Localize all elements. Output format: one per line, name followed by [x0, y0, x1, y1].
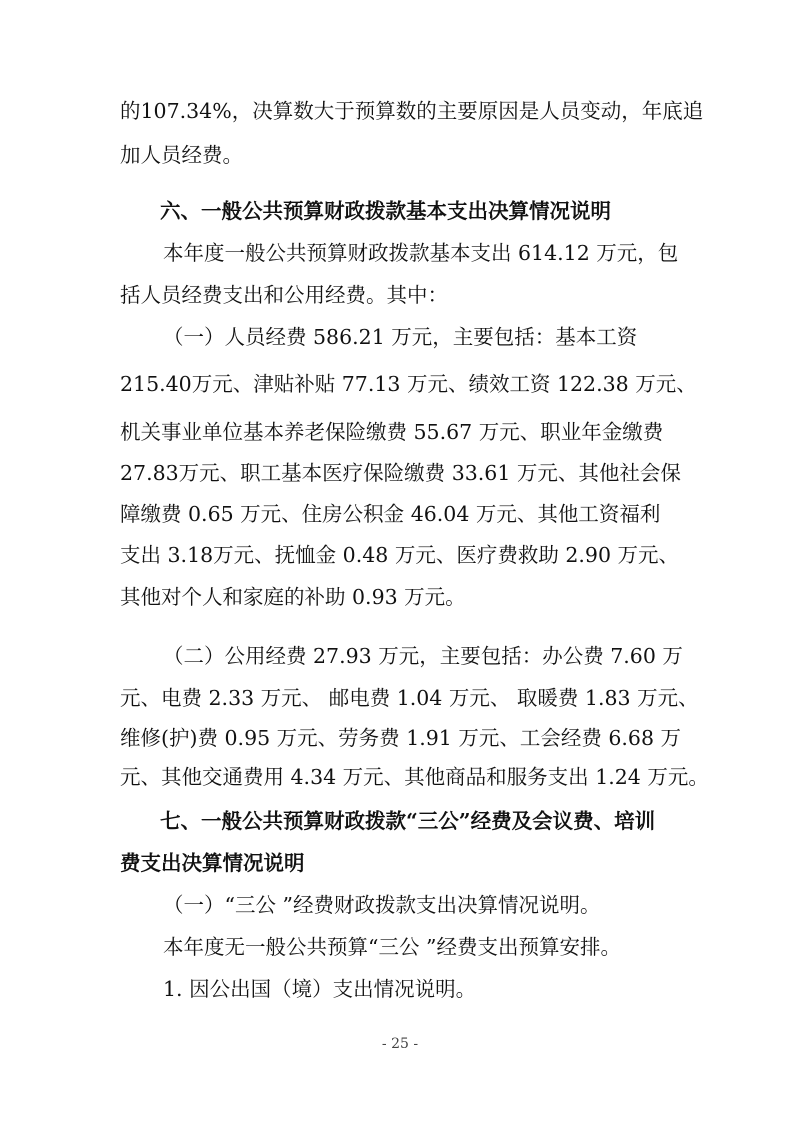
- subsection-heading-three-public: （一）“三公 ”经费财政拨款支出决算情况说明。: [163, 893, 601, 917]
- text-line-6: 机关事业单位基本养老保险缴费 55.67 万元、职业年金缴费: [120, 420, 664, 444]
- text-line-15: 1. 因公出国（境）支出情况说明。: [163, 977, 477, 1001]
- section-heading-7-cont: 费支出决算情况说明: [120, 851, 305, 875]
- text-line-8: 障缴费 0.65 万元、住房公积金 46.04 万元、其他工资福利: [120, 502, 661, 526]
- page-number: - 25 -: [381, 1036, 419, 1052]
- section-heading-6: 六、一般公共预算财政拨款基本支出决算情况说明: [160, 199, 611, 223]
- text-line-5: 215.40万元、津贴补贴 77.13 万元、绩效工资 122.38 万元、: [120, 372, 697, 396]
- subsection-heading-personnel: （一）人员经费 586.21 万元，主要包括：基本工资: [163, 325, 638, 349]
- text-line-9: 支出 3.18万元、抚恤金 0.48 万元、医疗费救助 2.90 万元、: [120, 543, 680, 567]
- section-heading-7: 七、一般公共预算财政拨款“三公”经费及会议费、培训: [160, 809, 656, 833]
- text-line-13: 元、其他交通费用 4.34 万元、其他商品和服务支出 1.24 万元。: [120, 765, 709, 789]
- text-line-12: 维修(护)费 0.95 万元、劳务费 1.91 万元、工会经费 6.68 万: [120, 726, 682, 750]
- text-line-14: 本年度无一般公共预算“三公 ”经费支出预算安排。: [163, 935, 621, 959]
- text-line-10: 其他对个人和家庭的补助 0.93 万元。: [120, 585, 466, 609]
- text-line-11: 元、电费 2.33 万元、 邮电费 1.04 万元、 取暖费 1.83 万元、: [120, 686, 699, 710]
- text-line-3: 本年度一般公共预算财政拨款基本支出 614.12 万元，包: [163, 241, 679, 265]
- text-line-4: 括人员经费支出和公用经费。其中：: [120, 283, 448, 307]
- text-line-7: 27.83万元、职工基本医疗保险缴费 33.61 万元、其他社会保: [120, 461, 681, 485]
- text-line-2: 加人员经费。: [120, 143, 243, 167]
- subsection-heading-public: （二）公用经费 27.93 万元，主要包括：办公费 7.60 万: [163, 644, 683, 668]
- text-line-1: 的107.34%，决算数大于预算数的主要原因是人员变动，年底追: [120, 99, 704, 123]
